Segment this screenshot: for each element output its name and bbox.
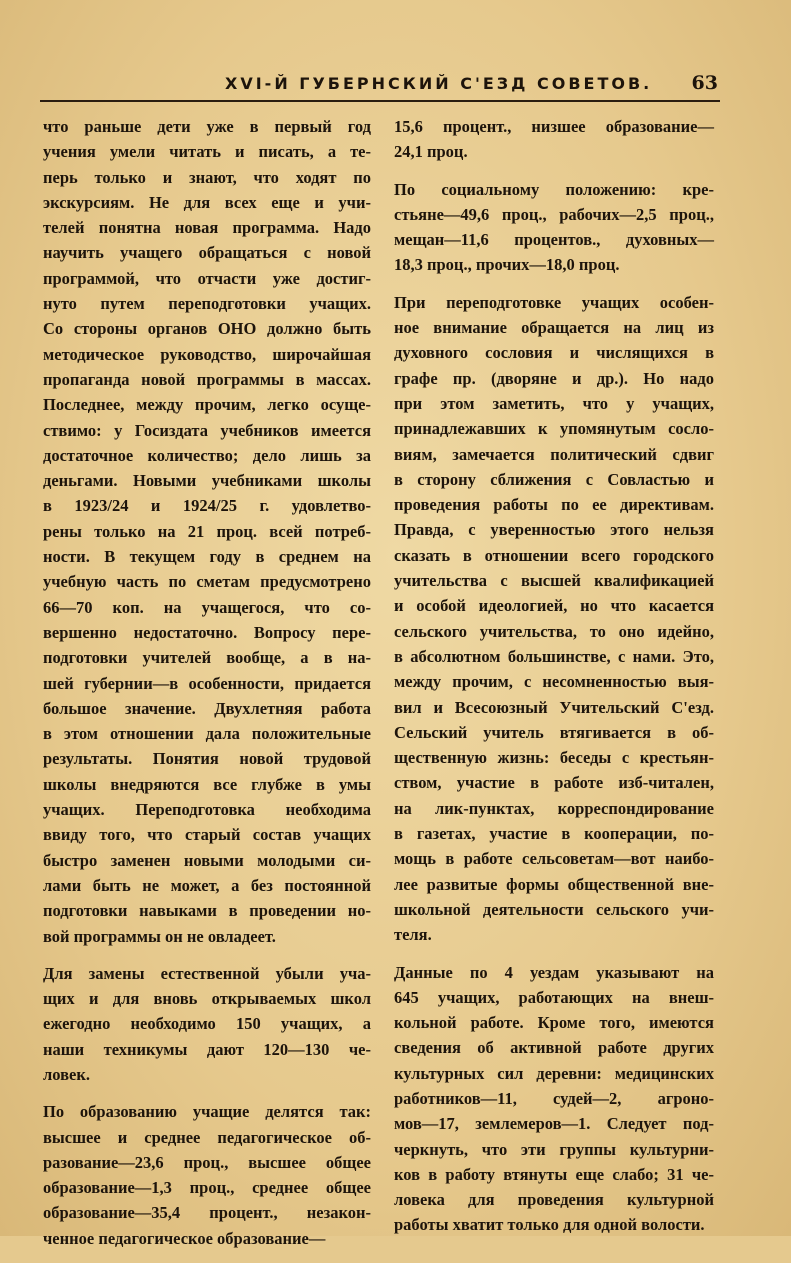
text-line: большое значение. Двухлетняя работа [43,698,371,718]
text-line: школьной деятельности сельского учи- [394,899,714,919]
running-header [40,72,720,102]
text-line: при этом заметить, что у учащих, [394,393,714,413]
text-line: научить учащего обращаться с новой [43,243,371,263]
text-line: сельского учительства, то оно идейно, [394,621,714,641]
text-line: 24,1 проц. [394,142,468,162]
text-line: экскурсиям. Не для всех еще и учи- [43,192,371,212]
text-line: работников—11, судей—2, агроно- [394,1088,714,1108]
text-line: методическое руководство, широчайшая [43,344,371,364]
text-line: телей понятна новая программа. Надо [43,218,371,238]
running-title: XVI-Й ГУБЕРНСКИЙ С'ЕЗД СОВЕТОВ. [225,74,653,93]
text-line: сказать в отношении всего городского [394,545,714,565]
text-line: ности. В текущем году в среднем на [43,547,371,567]
text-line: ловек. [43,1064,90,1084]
text-line: работы хватит только для одной волости. [394,1215,705,1235]
text-line: 18,3 проц., прочих—18,0 проц. [394,255,620,275]
text-line: достаточное количество; дело лишь за [43,445,371,465]
text-line: в абсолютном большинстве, с нами. Это, [394,646,714,666]
text-line: и особой идеологией, но что касается [394,596,714,616]
text-line: Для замены естественной убыли уча- [43,963,371,983]
text-line: проведения работы по ее директивам. [394,495,714,515]
text-line: ежегодно необходимо 150 учащих, а [43,1014,371,1034]
text-line: что раньше дети уже в первый год [43,117,371,136]
text-line: духовного сословия и числящихся в [394,343,714,363]
text-line: программой, что отчасти уже достиг- [43,268,371,288]
text-line: деньгами. Новыми учебниками школы [43,471,371,491]
text-line: 66—70 коп. на учащегося, что со- [43,597,371,617]
text-line: принадлежавших к упомянутым сосло- [394,419,714,439]
text-line: графе пр. (дворяне и др.). Но надо [394,368,714,388]
text-line: нуто путем переподготовки учащих. [43,294,371,314]
text-line: быстро заменен новыми молодыми си- [43,850,371,870]
text-line: виям, замечается политический сдвиг [394,444,714,464]
text-line: подготовки учителей вообще, а в на- [43,648,371,668]
text-line: Последнее, между прочим, легко осуще- [43,395,371,415]
text-line: теля. [394,925,432,945]
text-line: образование—1,3 проц., среднее общее [43,1178,371,1198]
text-line: вершенно недостаточно. Вопросу пере- [43,622,371,642]
paragraph [43,1099,371,1251]
text-line: лами быть не может, а без постоянной [43,875,371,895]
text-line: По социальному положению: кре- [394,179,714,199]
paragraph [43,114,371,949]
text-line: в 1923/24 и 1924/25 г. удовлетво- [43,496,371,516]
text-line: школы внедряются все глубже в умы [43,774,371,794]
text-line: ков в работу втянуты еще слабо; 31 че- [394,1164,714,1184]
text-line: Со стороны органов ОНО должно быть [43,319,371,339]
text-line: перь только и знают, что ходят по [43,167,371,187]
right-column [394,114,714,1250]
text-line: ством, участие в работе изб-читален, [394,773,714,793]
page-number: 63 [691,72,718,94]
text-line: ное внимание обращается на лиц из [394,318,714,338]
text-line: ловека для проведения культурной [394,1190,714,1210]
text-line: 15,6 процент., низшее образование— [394,117,714,136]
text-line: сведения об активной работе других [394,1038,714,1058]
text-line: Сельский учитель втягивается в об- [394,722,714,742]
text-line: пропаганда новой программы в массах. [43,369,371,389]
text-line: на лик-пунктах, корреспондирование [394,798,714,818]
text-line: стьяне—49,6 проц., рабочих—2,5 проц., [394,204,714,224]
text-line: культурных сил деревни: медицинских [394,1063,714,1083]
text-line: мощь в работе сельсоветам—вот наибо- [394,849,714,869]
text-line: ствимо: у Госиздата учебников имеется [43,420,371,440]
text-line: лее развитые формы общественной вне- [394,874,714,894]
text-line: вил и Всесоюзный Учительский С'езд. [394,697,714,717]
text-line: учительства с высшей квалификацией [394,571,714,591]
text-line: высшее и среднее педагогическое об- [43,1127,371,1147]
text-line: результаты. Понятия новой трудовой [43,749,371,769]
text-line: Данные по 4 уездам указывают на [394,962,714,982]
text-line: мещан—11,6 процентов., духовных— [394,230,714,250]
paragraph [394,177,714,278]
text-line: в газетах, участие в кооперации, по- [394,824,714,844]
paragraph [394,960,714,1238]
text-line: подготовки навыками в проведении но- [43,901,371,921]
text-line: щих и для вновь открываемых школ [43,989,371,1009]
text-line: в этом отношении дала положительные [43,724,371,744]
text-line: в сторону сближения с Совластью и [394,469,714,489]
text-line: между прочим, с несомненностью выя- [394,672,714,692]
left-column [43,114,371,1263]
paragraph [43,961,371,1087]
text-line: учения умели читать и писать, а те- [43,142,371,162]
paragraph [394,290,714,948]
text-line: По образованию учащие делятся так: [43,1102,371,1122]
text-line: рены только на 21 проц. всей потреб- [43,521,371,541]
text-line: образование—35,4 процент., незакон- [43,1203,371,1223]
text-line: 645 учащих, работающих на внеш- [394,987,714,1007]
text-line: При переподготовке учащих особен- [394,292,714,312]
text-line: Правда, с уверенностью этого нельзя [394,520,714,540]
text-line: разование—23,6 проц., высшее общее [43,1152,371,1172]
text-line: кольной работе. Кроме того, имеются [394,1013,714,1033]
paragraph [394,114,714,165]
text-line: учащих. Переподготовка необходима [43,800,371,820]
text-line: шей губернии—в особенности, придается [43,673,371,693]
text-line: черкнуть, что эти группы культурни- [394,1139,714,1159]
text-line: мов—17, землемеров—1. Следует под- [394,1114,714,1134]
text-line: щественную жизнь: беседы с крестьян- [394,748,714,768]
text-line: ввиду того, что старый состав учащих [43,825,371,845]
text-line: наши техникумы дают 120—130 че- [43,1039,371,1059]
text-line: учебную часть по сметам предусмотрено [43,572,371,592]
text-line: вой программы он не овладеет. [43,926,276,946]
text-line: ченное педагогическое образование— [43,1228,326,1248]
